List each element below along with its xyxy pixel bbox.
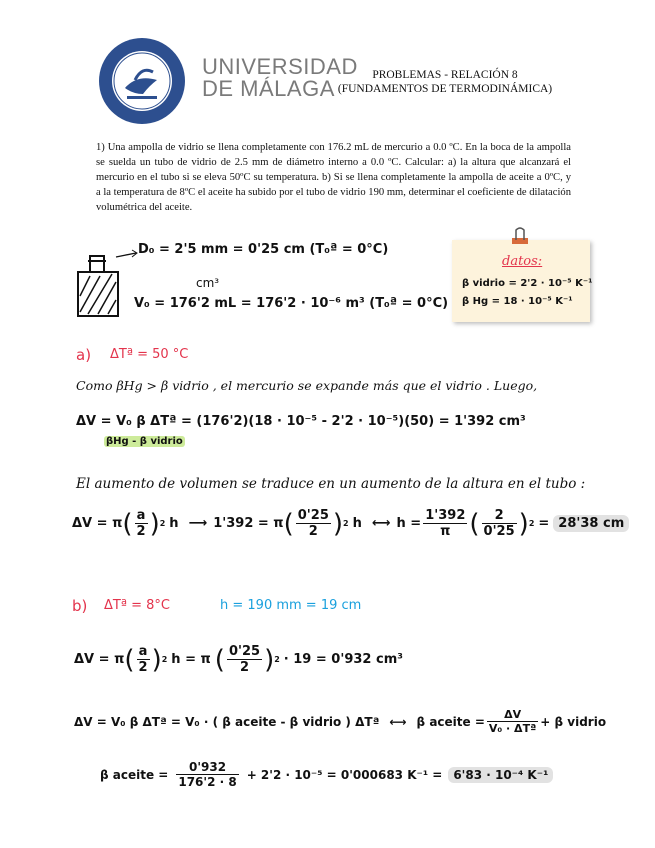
page-title-line2: (FUNDAMENTOS DE TERMODINÁMICA): [337, 83, 553, 95]
given-volume: V₀ = 176'2 mL = 176'2 · 10⁻⁶ m³ (T₀ª = 0°C): [134, 296, 449, 311]
part-b-equation2: ΔV = V₀ β ΔTª = V₀ · ( β aceite - β vidrio ) ΔTª ⟷ β aceite = $\frac{\Delta V}{\text{V₀ · ΔTª}}$ + β vidrio: [74, 708, 607, 735]
part-b-equation1: ΔV = π ( $\frac{a}{2}$ ) 2 h = π ( $\frac{0'25}{2}$ ) 2 · 19 = 0'932 cm³: [74, 644, 403, 675]
eq3-num: 0'932: [176, 760, 238, 775]
part-a-reasoning: Como βHg > β vidrio , el mercurio se expande más que el vidrio . Luego,: [76, 378, 538, 393]
eq2-mid: 1'392 = π: [213, 516, 284, 531]
university-seal: [97, 36, 187, 126]
part-b-label: b): [72, 597, 88, 615]
part-a-beta-note: βHg - β vidrio: [106, 436, 183, 447]
part-b-result: 6'83 · 10⁻⁴ K⁻¹: [448, 767, 553, 783]
sketch-arrow: [114, 248, 138, 260]
eq2-body: ΔV = V₀ β ΔTª = V₀ · ( β aceite - β vidrio ) ΔTª: [74, 714, 380, 729]
part-b-eq1-result: · 19 = 0'932 cm³: [283, 652, 403, 667]
eq3-den: 176'2 · 8: [178, 775, 237, 789]
part-a-text2: El aumento de volumen se traduce en un aumento de la altura en el tubo :: [76, 476, 586, 492]
university-line1: UNIVERSIDAD: [202, 54, 358, 79]
given-diameter: D₀ = 2'5 mm = 0'25 cm (T₀ª = 0°C): [138, 242, 389, 257]
part-a-condition: ΔTª = 50 °C: [110, 347, 189, 362]
ampoule-sketch: [76, 252, 122, 318]
page-title: [330, 68, 560, 96]
part-b-condition: ΔTª = 8°C: [104, 598, 170, 613]
datos-title: datos:: [502, 254, 543, 269]
part-a-label: a): [76, 346, 92, 364]
eq3-lhs: β aceite =: [100, 767, 169, 782]
datos-beta-hg: β Hg = 18 · 10⁻⁵ K⁻¹: [462, 296, 573, 307]
part-a-equation1: ΔV = V₀ β ΔTª = (176'2)(18 · 10⁻⁵ - 2'2 · 10⁻⁵)(50) = 1'392 cm³: [76, 414, 526, 429]
part-b-height: h = 190 mm = 19 cm: [220, 598, 362, 613]
eq2-h: h =: [396, 516, 422, 531]
part-b-equation3: [100, 760, 553, 789]
part-a-equation2: ΔV = π ( $\frac{a}{2}$ ) 2 h ⟶ 1'392 = π ( $\frac{0'25}{2}$ ) 2 h ⟷ h = $\frac{1'392}{\pi}$ ( $\frac{2}{0'25}$ ) 2 = 28'38 cm: [72, 508, 629, 539]
page-title-line1: PROBLEMAS - RELACIÓN 8: [372, 69, 518, 81]
problem-statement: 1) Una ampolla de vidrio se llena completamente con 176.2 mL de mercurio a 0.0 ºC. En la boca de la ampolla se suelda un tubo de vidrio de 2.5 mm de diámetro interno a 0.0 ºC. Calcular: a) la altura que alcanzará el mercurio en el tubo si se eleva 50ºC su temperatura. b) Si se llena completamente la ampolla de aceite a 0ºC, y a la temperatura de 8ºC el aceite ha subido por el tubo de vidrio 190 mm, determinar el coeficiente de dilatación volumétrica del aceite.: [96, 142, 571, 213]
university-line2: DE MÁLAGA: [202, 76, 335, 101]
eq3-mid: + 2'2 · 10⁻⁵ = 0'000683 K⁻¹ =: [246, 767, 443, 782]
datos-note: [452, 240, 593, 322]
datos-beta-vidrio: β vidrio = 2'2 · 10⁻⁵ K⁻¹: [462, 278, 593, 289]
given-cm3-note: cm³: [196, 276, 220, 290]
part-a-result: 28'38 cm: [553, 515, 629, 532]
eq2-beta: β aceite =: [416, 714, 485, 729]
paperclip-icon: [510, 226, 530, 250]
eq2-tail: + β vidrio: [540, 714, 607, 729]
eq2-lhs: ΔV = π: [72, 516, 123, 531]
